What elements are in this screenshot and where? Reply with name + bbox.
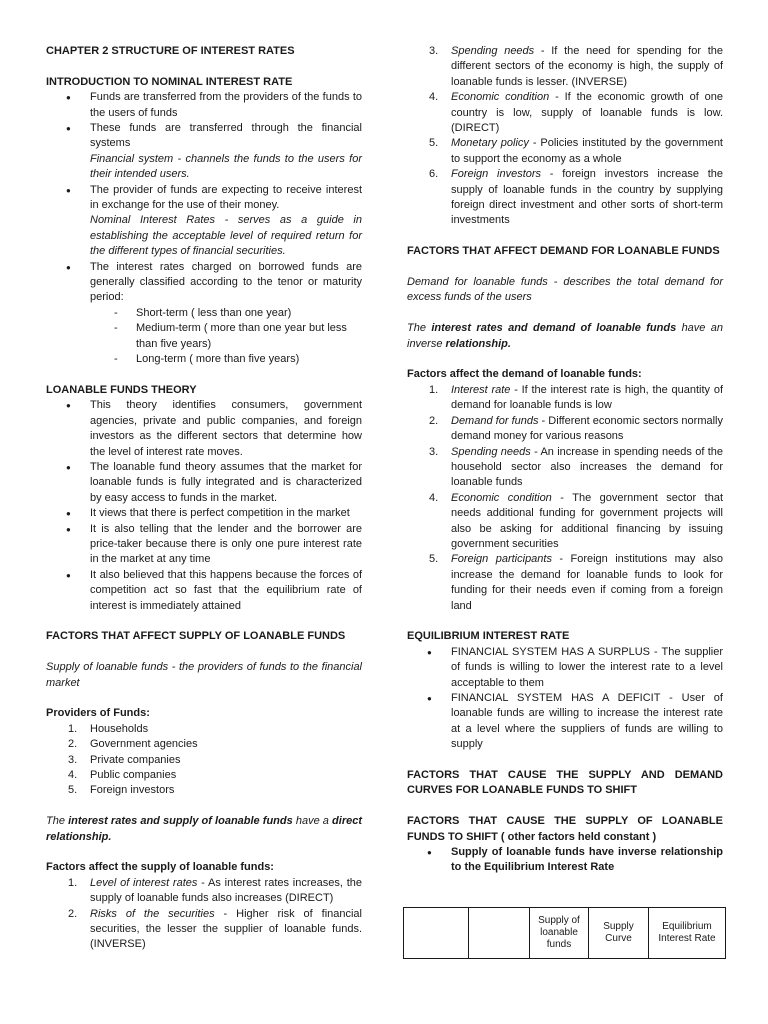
list-item: ● FINANCIAL SYSTEM HAS A DEFICIT - User of loanable funds are willing to increase the interest rate at a level where the suppliers of funds are willing to supply [407,691,723,753]
demand-factor-item: 2. Demand for funds - Different economic sectors normally demand money for various reasons [429,414,724,443]
supply-factor-item: 5. Monetary policy - Policies instituted by the government to support the economy as a whole [429,137,723,165]
factors-supply-heading: Factors affect the supply of loanable funds: [46,861,274,874]
list-item: ● It views that there is perfect competition in the market [46,506,362,521]
intro-heading: INTRODUCTION TO NOMINAL INTEREST RATE [46,75,293,88]
list-item: ● Funds are transferred from the providers of the funds to the users of funds [46,90,362,121]
table-cell: Supply Curve [589,908,649,959]
table-cell: Equilibrium Interest Rate [649,908,726,959]
provider-item: 2. Government agencies [68,738,198,751]
chapter-title: CHAPTER 2 STRUCTURE OF INTEREST RATES [46,45,295,57]
providers-heading: Providers of Funds: [46,707,150,720]
table-cell: Supply of loanable funds [530,908,589,959]
supply-relationship: The interest rates and supply of loanable funds have a direct relationship. [46,815,363,843]
supply-factor-item: 4. Economic condition - If the economic growth of one country is low, supply of loanable funds is low. (DIRECT) [429,91,723,135]
demand-factor-item: 4. Economic condition - The government sector that needs additional funding for government projects will also be asking for additional financing by issuing government securities [429,491,723,550]
list-item: ● It is also telling that the lender and the borrower are price-taker because there is only one pure interest rate in the market at any time [46,522,362,568]
list-item: ● This theory identifies consumers, government agencies, private and public companies, and foreign investors as the different sectors that determine how the level of interest rate moves. [46,398,362,460]
supply-factor-item: 1. Level of interest rates - As interest rates increases, the supply of loanable funds also increases (DIRECT) [68,876,362,905]
shift-table [403,907,726,959]
demand-factor-item: 3. Spending needs - An increase in spending needs of the household sector also increases the demand for loanable funds [429,445,724,489]
term-item-long: - Long-term ( more than five years) [46,352,362,367]
list-item: ● Supply of loanable funds have inverse relationship to the Equilibrium Interest Rate [407,845,723,876]
supply-factor-item: 6. Foreign investors - foreign investors increase the supply of loanable funds in the country by supplying foreign direct investment and other sorts of short-term investments [429,168,723,227]
provider-item: 4. Public companies [68,769,177,782]
demand-factor-item: 5. Foreign participants - Foreign institutions may also increase the demand for loanable funds to look for funding for their needs even if coming from a foreign land [429,553,724,612]
list-item: ● The interest rates charged on borrowed funds are generally classified according to the tenor or maturity period: [46,260,362,306]
provider-item: 3. Private companies [68,753,181,766]
supply-heading: FACTORS THAT AFFECT SUPPLY OF LOANABLE FUNDS [46,630,346,643]
supply-factor-item: 3. Spending needs - If the need for spending for the different sectors of the economy is high, the supply of loanable funds is lesser. (INVERSE) [429,45,723,88]
factors-demand-heading: Factors affect the demand of loanable funds: [407,368,642,381]
right-column [407,44,723,876]
supply-factor-item: 2. Risks of the securities - Higher risk of financial securities, the lesser the supplier of loanable funds. (INVERSE) [68,907,362,951]
list-item: ● The loanable fund theory assumes that the market for loanable funds is fully integrated and is characterized by easy access to funds in the market. [46,460,362,506]
left-column [46,44,362,953]
supply-definition: Supply of loanable funds - the providers of funds to the financial market [46,661,362,689]
table-row [404,908,726,959]
shift-heading: FACTORS THAT CAUSE THE SUPPLY AND DEMAND CURVES FOR LOANABLE FUNDS TO SHIFT [407,769,723,797]
table-cell [404,908,469,959]
list-item: ● These funds are transferred through the financial systems [46,121,362,152]
demand-relationship: The interest rates and demand of loanable funds have an inverse relationship. [407,322,724,350]
list-item: ● The provider of funds are expecting to receive interest in exchange for the use of their money. [46,183,362,214]
term-item-short: - Short-term ( less than one year) [46,306,362,321]
term-item-medium: - Medium-term ( more than one year but less than five years) [46,321,362,352]
demand-heading: FACTORS THAT AFFECT DEMAND FOR LOANABLE FUNDS [407,245,720,258]
definition-note: Nominal Interest Rates - serves as a guide in establishing the acceptable level of required return for the different types of financial securities. [90,214,362,258]
list-item: ● FINANCIAL SYSTEM HAS A SURPLUS - The supplier of funds is willing to lower the interest rate to a level acceptable to them [407,645,723,691]
demand-factor-item: 1. Interest rate - If the interest rate is high, the quantity of demand for loanable funds is low [429,383,723,412]
shift-supply-heading: FACTORS THAT CAUSE THE SUPPLY OF LOANABLE FUNDS TO SHIFT ( other factors held constant ) [407,815,723,843]
list-item: ● It also believed that this happens because the forces of competition act so fast that the equilibrium rate of interest is immediately attained [46,568,362,614]
definition-note: Financial system - channels the funds to the users for their intended users. [90,152,362,181]
equilibrium-heading: EQUILIBRIUM INTEREST RATE [407,630,570,643]
table-cell [469,908,530,959]
provider-item: 1. Households [68,722,149,735]
provider-item: 5. Foreign investors [68,784,175,797]
demand-definition: Demand for loanable funds - describes the total demand for excess funds of the users [407,276,723,304]
lft-heading: LOANABLE FUNDS THEORY [46,383,197,396]
